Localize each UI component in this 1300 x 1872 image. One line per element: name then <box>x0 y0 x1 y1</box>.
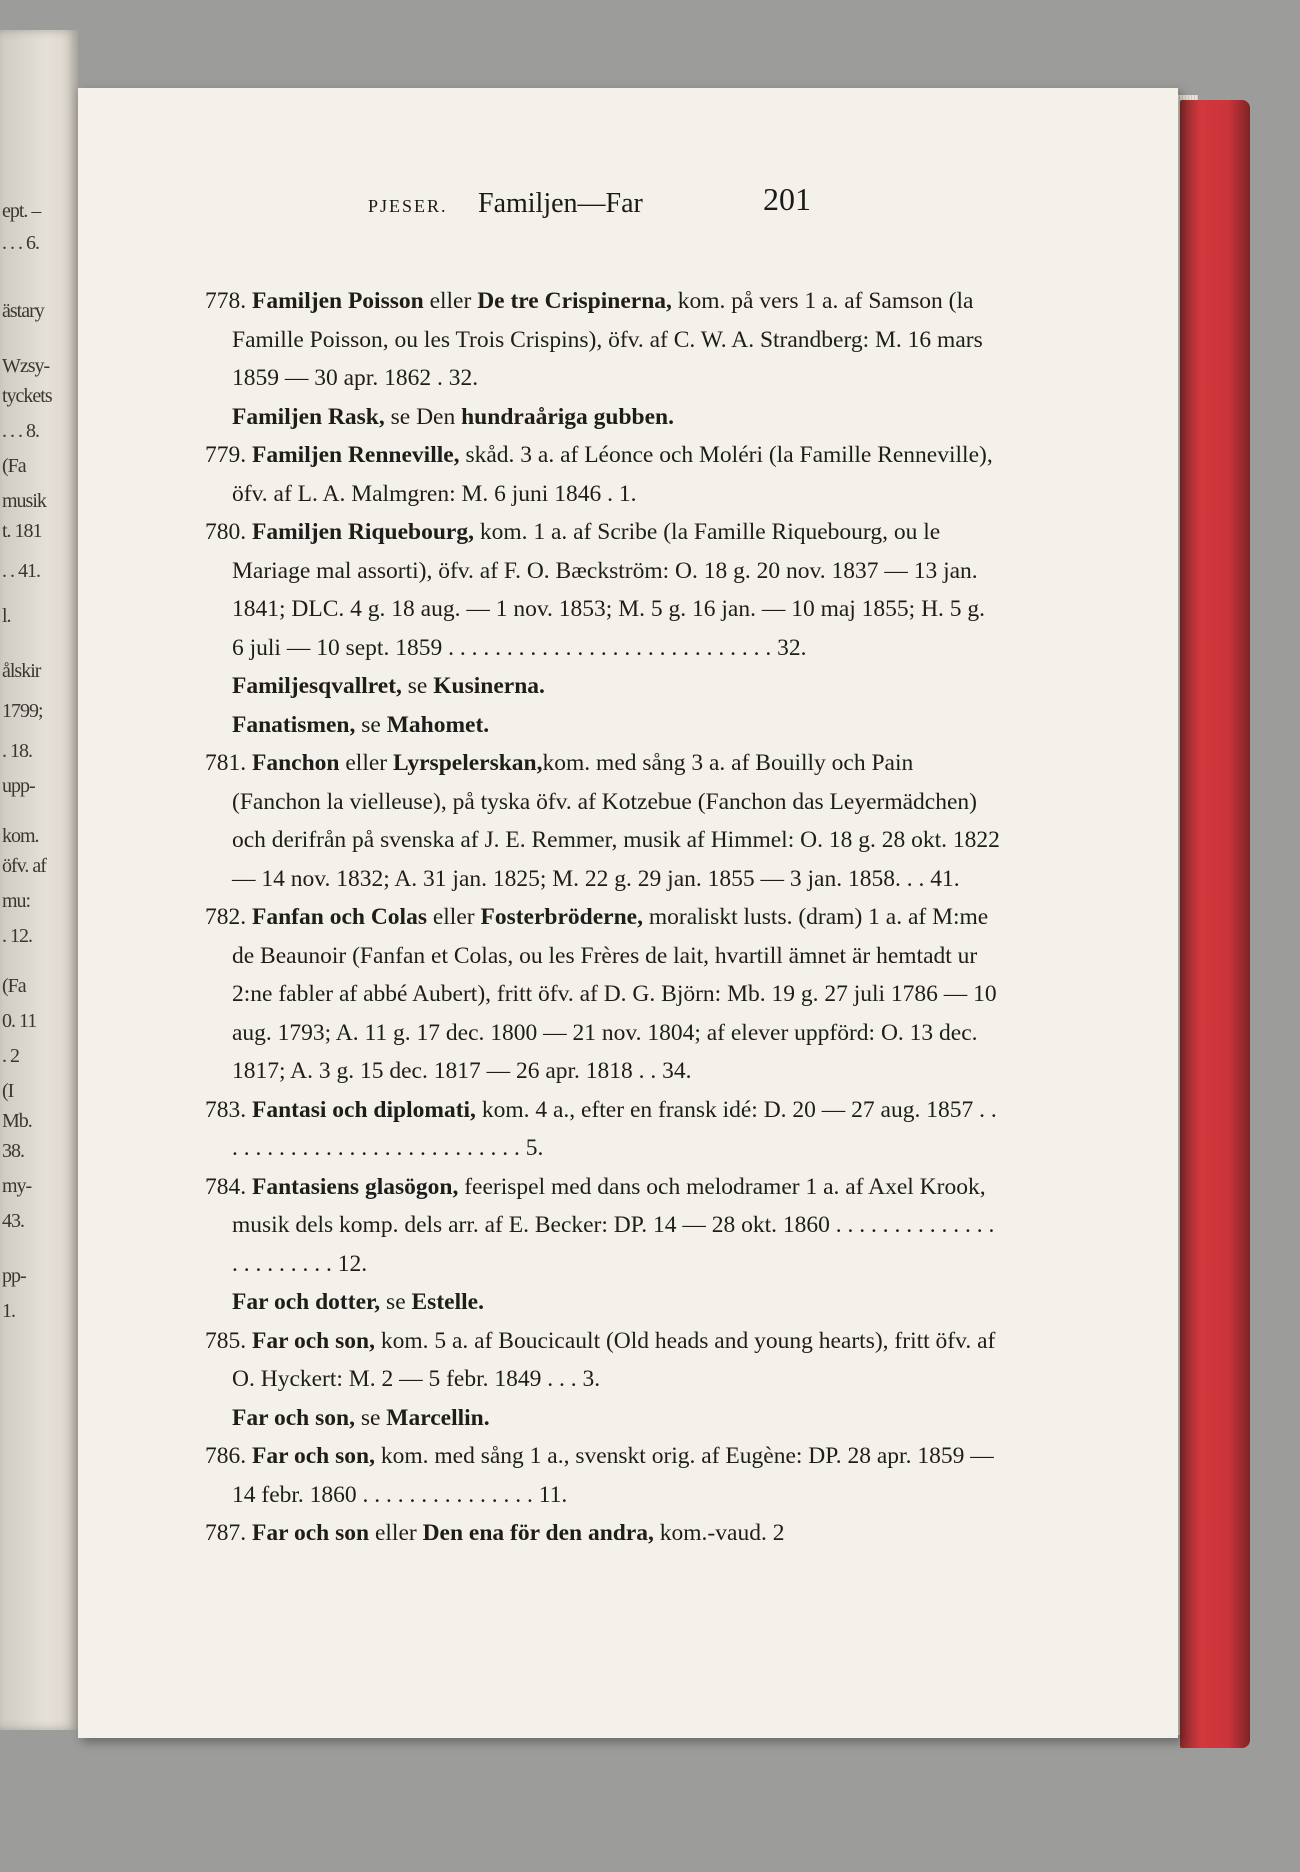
facing-page-fragment: Wzsy- <box>2 355 50 377</box>
entry-alt-title: Marcellin. <box>386 1404 490 1431</box>
entry-number: 780. <box>205 519 247 545</box>
entry-number: 783. <box>205 1096 247 1123</box>
entry-number: 782. <box>205 904 247 930</box>
facing-page-fragment: ästary <box>2 300 44 322</box>
entry-details: kom. 1 a. af Scribe (la Famille Riquebourg, ou le Mariage mal assorti), öfv. af F. O. Bæckström: O. 18 g. 20 nov. 1837 — 13 jan. 1841; DLC. 4 g. 18 aug. — 1 nov. 1853; M. 5 g. 16 jan. — 10 maj 1855; H. 5 g. 6 juli — 10 sept. 1859 . . . . . . . . . . . . . . . . . . . . . . . . . . . . 32. <box>232 519 986 661</box>
catalog-entry <box>205 513 1000 667</box>
facing-page-fragment: ept. – <box>2 200 41 222</box>
entry-title: Familjen Riquebourg, <box>252 519 474 545</box>
entry-alt-title: Den ena för den andra, <box>422 1520 654 1546</box>
facing-page-fragment: my- <box>2 1175 32 1197</box>
facing-page-fragment: l. <box>2 605 11 627</box>
cross-reference <box>205 706 1000 745</box>
facing-page-fragment: pp- <box>2 1265 26 1287</box>
catalog-entry <box>205 436 1000 513</box>
entry-number: 781. <box>205 750 247 776</box>
entry-alt-title: Kusinerna. <box>433 673 545 699</box>
page-number: 201 <box>763 181 811 217</box>
entry-details: kom. med sång 3 a. af Bouilly och Pain (Fanchon la vielleuse), på tyska öfv. af Kotzebue (Fanchon das Leyermädchen) och derifrån på svenska af J. E. Remmer, musik af Himmel: O. 18 g. 28 okt. 1822 — 14 nov. 1832; A. 31 jan. 1825; M. 22 g. 29 jan. 1855 — 3 jan. 1858. . . 41. <box>232 750 1000 892</box>
facing-page-fragment: 0. 11 <box>2 1010 37 1032</box>
facing-page-fragment: mu: <box>2 890 31 912</box>
running-title: Familjen—Far <box>478 188 643 219</box>
facing-page-fragment: tyckets <box>2 385 52 407</box>
facing-page-fragment: t. 181 <box>2 520 42 542</box>
facing-page-fragment: musik <box>2 490 46 512</box>
entry-number: 779. <box>205 442 247 468</box>
entry-title: Familjen Renneville, <box>252 442 460 468</box>
entry-number: 786. <box>205 1443 247 1469</box>
entry-alt-title: Mahomet. <box>386 711 490 738</box>
facing-page-fragment: öfv. af <box>2 855 46 877</box>
cross-reference <box>205 1283 1000 1322</box>
left-page-edge <box>0 30 78 1730</box>
entry-alt-title: Lyrspelerskan, <box>393 750 543 776</box>
facing-page-fragment: Mb. <box>2 1110 32 1132</box>
entry-connector: se <box>380 1289 412 1315</box>
entry-title: Fantasi och diplomati, <box>252 1096 476 1123</box>
entry-title: Familjen Poisson <box>252 288 424 314</box>
entry-details: kom. på vers 1 a. af Samson (la Famille Poisson, ou les Trois Crispins), öfv. af C. W. A. Strandberg: M. 16 mars 1859 — 30 apr. 1862 . 32. <box>232 288 983 391</box>
catalog-entry <box>205 1091 1000 1168</box>
running-section: PJESER. <box>368 196 448 216</box>
entry-connector: se <box>401 673 434 699</box>
entry-details: kom. 4 a., efter en fransk idé: D. 20 — 27 aug. 1857 . . . . . . . . . . . . . . . . . . . . . . . . . . . 5. <box>232 1096 997 1161</box>
entry-number: 787. <box>205 1520 247 1546</box>
catalog-entry <box>205 1168 1000 1284</box>
facing-page-fragment: . 18. <box>2 740 32 762</box>
entry-connector: se <box>354 1404 387 1431</box>
catalog-entry <box>205 1322 1000 1399</box>
entry-title: Far och son <box>252 1520 370 1546</box>
facing-page-fragment: 38. <box>2 1140 24 1162</box>
entry-connector: eller <box>423 288 478 314</box>
entry-connector: se <box>355 711 387 738</box>
entry-details: kom. 5 a. af Boucicault (Old heads and young hearts), fritt öfv. af O. Hyckert: M. 2 — 5 febr. 1849 . . . 3. <box>232 1327 996 1392</box>
cross-reference <box>205 1399 1000 1438</box>
catalog-entry <box>205 898 1000 1091</box>
entry-title: Far och son, <box>232 1404 355 1431</box>
facing-page-fragment: . 2 <box>2 1045 19 1067</box>
entry-title: Fanfan och Colas <box>252 904 427 930</box>
facing-page-fragment: ålskir <box>2 660 41 682</box>
entry-connector: eller <box>426 904 481 930</box>
entry-details: skåd. 3 a. af Léonce och Moléri (la Famille Renneville), öfv. af L. A. Malmgren: M. 6 juni 1846 . 1. <box>232 442 993 507</box>
entry-title: Fantasiens glasögon, <box>252 1173 459 1200</box>
cross-reference <box>205 398 1000 437</box>
facing-page-fragment: . . . 6. <box>2 232 39 254</box>
facing-page-fragment: . . . 8. <box>2 420 39 442</box>
entry-title: Familjen Rask, <box>232 403 385 430</box>
entry-connector: eller <box>369 1520 423 1546</box>
facing-page-fragment: 1. <box>2 1300 15 1322</box>
entry-connector: se Den <box>384 403 462 430</box>
entry-details: kom.-vaud. 2 <box>653 1520 785 1546</box>
entry-title: Fanchon <box>252 750 340 776</box>
entry-alt-title: Fosterbröderne, <box>480 904 643 930</box>
catalog-entry <box>205 744 1000 898</box>
entry-details: moraliskt lusts. (dram) 1 a. af M:me de Beaunoir (Fanfan et Colas, ou les Frères de lait, hvartill ämnet är hemtadt ur 2:ne fabler af abbé Aubert), fritt öfv. af D. G. Björn: Mb. 19 g. 27 juli 1786 — 10 aug. 1793; A. 11 g. 17 dec. 1800 — 21 nov. 1804; af elever uppförd: O. 13 dec. 1817; A. 3 g. 15 dec. 1817 — 26 apr. 1818 . . 34. <box>232 904 997 1084</box>
entry-title: Far och son, <box>252 1443 375 1469</box>
entry-title: Familjesqvallret, <box>232 673 402 699</box>
entry-title: Far och dotter, <box>232 1289 381 1315</box>
facing-page-fragment: (Fa <box>2 455 26 477</box>
entry-details: feerispel med dans och melodramer 1 a. af Axel Krook, musik dels komp. dels arr. af E. Becker: DP. 14 — 28 okt. 1860 . . . . . . . . . . . . . . . . . . . . . . . 12. <box>232 1173 995 1277</box>
entry-alt-title: hundraåriga gubben. <box>461 403 674 430</box>
entry-title: Fanatismen, <box>232 711 356 738</box>
page-header <box>78 88 1178 288</box>
facing-page-fragment: upp- <box>2 775 35 797</box>
catalog-entry <box>205 1437 1000 1514</box>
book-cover-edge <box>1180 100 1250 1748</box>
entry-title: Far och son, <box>252 1327 375 1354</box>
entry-number: 778. <box>205 288 247 314</box>
cross-reference <box>205 667 1000 706</box>
catalog-entries <box>205 282 1000 1553</box>
catalog-entry <box>205 1514 1000 1553</box>
facing-page-fragment: (I <box>2 1080 14 1102</box>
facing-page-fragment: . . 41. <box>2 560 40 582</box>
entry-number: 785. <box>205 1327 247 1354</box>
facing-page-fragment: . 12. <box>2 925 32 947</box>
facing-page-fragment: 1799; <box>2 700 43 722</box>
entry-connector: eller <box>339 750 393 776</box>
facing-page-fragment: (Fa <box>2 975 26 997</box>
entry-details: kom. med sång 1 a., svenskt orig. af Eugène: DP. 28 apr. 1859 — 14 febr. 1860 . . . . . . . . . . . . . . . 11. <box>232 1443 994 1508</box>
facing-page-fragment: 43. <box>2 1210 24 1232</box>
entry-number: 784. <box>205 1173 247 1200</box>
entry-alt-title: De tre Crispinerna, <box>477 288 672 314</box>
facing-page-fragment: kom. <box>2 825 39 847</box>
catalog-entry <box>205 282 1000 398</box>
entry-alt-title: Estelle. <box>411 1289 484 1315</box>
